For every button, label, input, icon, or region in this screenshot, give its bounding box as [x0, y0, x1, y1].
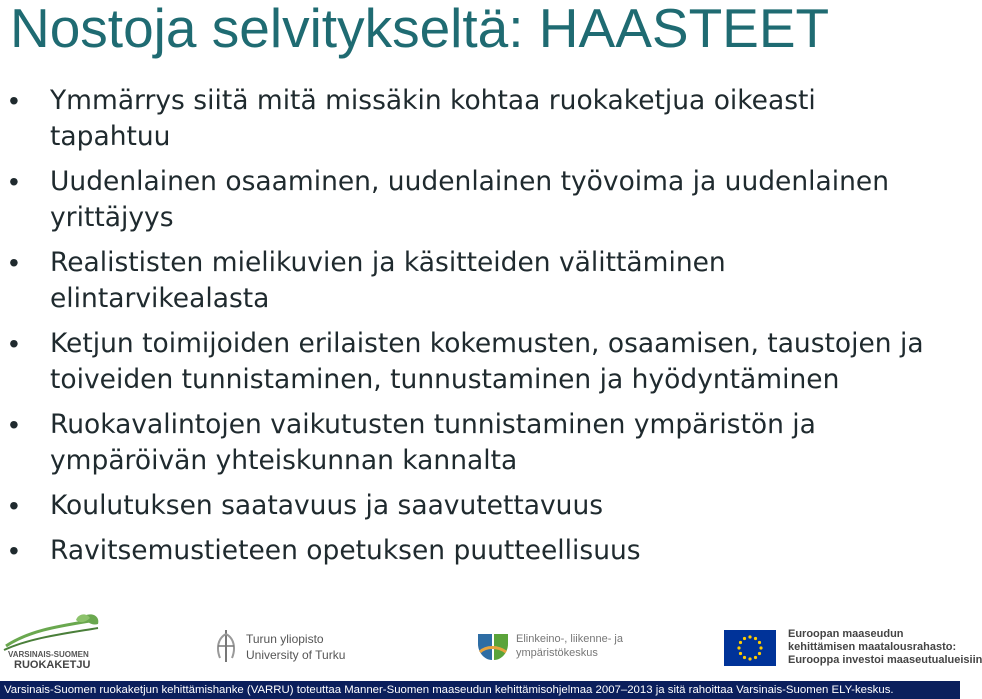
ruokaketju-leaf-icon — [0, 612, 105, 654]
logo-strip — [0, 612, 982, 682]
eu-flag-icon — [724, 630, 776, 666]
bullet-item: • Realististen mielikuvien ja käsitteiden välittäminen elintarvikealasta — [0, 245, 930, 317]
eu-logo — [724, 628, 982, 672]
bullet-item: • Koulutuksen saatavuus ja saavutettavuus — [0, 488, 930, 524]
footer-text: Varsinais-Suomen ruokaketjun kehittämishanke (VARRU) toteuttaa Manner-Suomen maaseudun kehittämisohjelmaa 2007–2013 ja sitä rahoittaa Varsinais-Suomen ELY-keskus. — [4, 684, 894, 696]
turku-logo — [212, 626, 362, 670]
bullet-list — [0, 83, 930, 578]
bullet-item: • Ravitsemustieteen opetuksen puutteellisuus — [0, 533, 930, 569]
turku-line1: Turun yliopisto — [246, 632, 324, 646]
ely-logo — [476, 628, 636, 672]
bullet-item: • Ymmärrys siitä mitä missäkin kohtaa ruokaketjua oikeasti tapahtuu — [0, 83, 930, 155]
bullet-item: • Ketjun toimijoiden erilaisten kokemusten, osaamisen, taustojen ja toiveiden tunnistaminen, tunnustaminen ja hyödyntäminen — [0, 326, 930, 398]
eu-line1: Euroopan maaseudun — [788, 628, 904, 640]
ely-emblem-icon — [476, 630, 510, 664]
bullet-item: • Uudenlainen osaaminen, uudenlainen työvoima ja uudenlainen yrittäjyys — [0, 164, 930, 236]
bullet-item: • Ruokavalintojen vaikutusten tunnistaminen ympäristön ja ympäröivän yhteiskunnan kannalta — [0, 407, 930, 479]
slide-title: Nostoja selvitykseltä: HAASTEET — [10, 0, 830, 59]
ruokaketju-line1: VARSINAIS-SUOMEN — [8, 650, 89, 659]
eu-line3: Eurooppa investoi maaseutualueisiin — [788, 654, 982, 666]
ely-line1: Elinkeino-, liikenne- ja — [516, 633, 623, 645]
ely-line2: ympäristökeskus — [516, 647, 598, 659]
turku-crest-icon — [212, 628, 240, 664]
ruokaketju-line2: RUOKAKETJU — [14, 659, 91, 671]
ruokaketju-logo — [0, 612, 105, 674]
turku-line2: University of Turku — [246, 648, 346, 662]
eu-line2: kehittämisen maatalousrahasto: — [788, 641, 957, 653]
footer-bar — [0, 681, 960, 699]
